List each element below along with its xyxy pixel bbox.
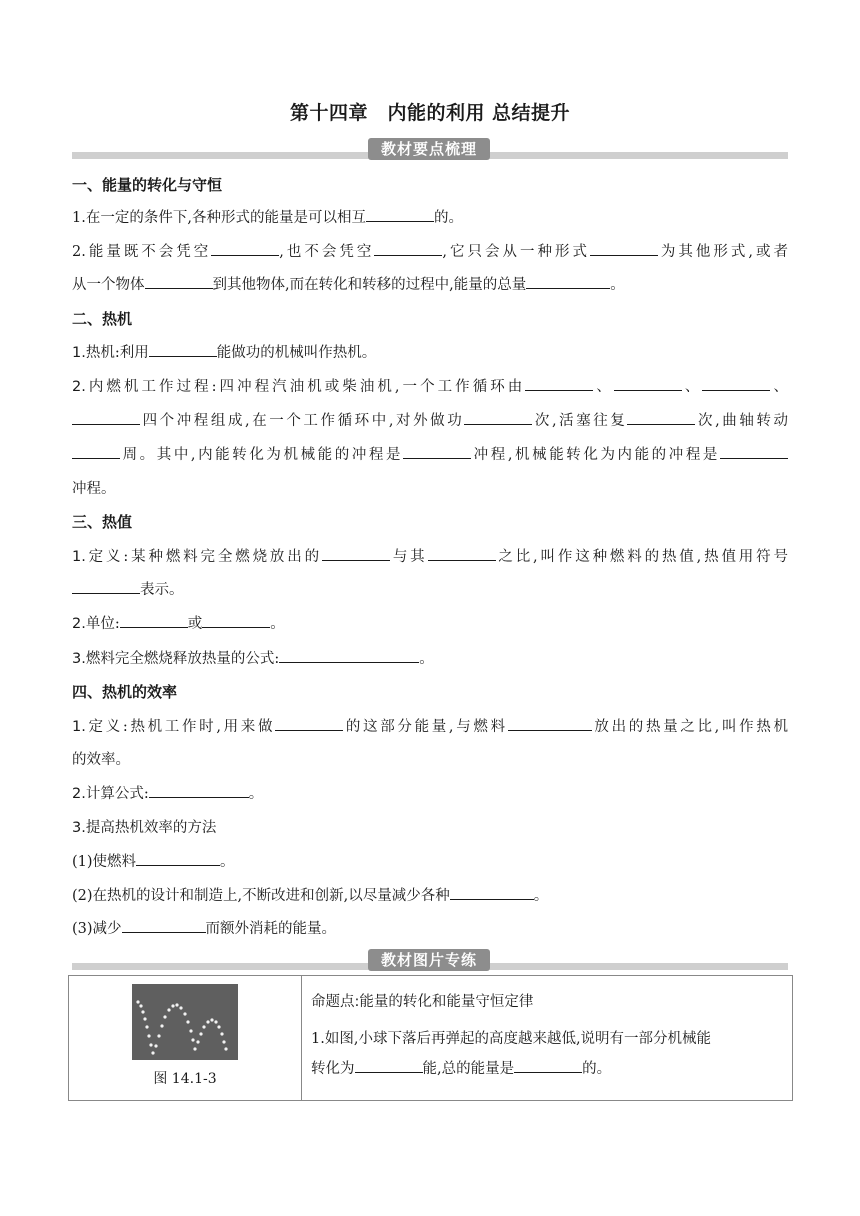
line-17: (1)使燃料 。	[72, 850, 788, 871]
blank	[322, 546, 390, 561]
figure-cell	[69, 976, 302, 1101]
figures-banner	[72, 949, 788, 971]
blank	[275, 716, 343, 731]
blank	[525, 376, 593, 391]
blank	[120, 613, 188, 628]
line-10: 表示。	[72, 578, 788, 599]
blank	[279, 648, 419, 663]
line-8: 冲程。	[72, 481, 116, 497]
figure-table	[68, 975, 793, 1101]
line-9: 1.定义:某种燃料完全燃烧放出的 与其 之比,叫作这种燃料的热值,热值用符号	[72, 545, 788, 566]
page-title: 第十四章 内能的利用 总结提升	[289, 102, 571, 124]
blank	[355, 1058, 423, 1073]
blank	[627, 410, 695, 425]
line-14: 的效率。	[72, 752, 130, 768]
blank	[145, 274, 213, 289]
blank	[366, 207, 434, 222]
summary-banner	[72, 138, 788, 160]
blank	[202, 613, 270, 628]
blank	[211, 241, 279, 256]
blank	[72, 410, 140, 425]
blank	[590, 241, 658, 256]
figure-caption: 图 14.1-3	[153, 1071, 217, 1087]
line-12: 3.燃料完全燃烧释放热量的公式: 。	[72, 647, 788, 668]
blank	[136, 851, 220, 866]
question-line-1: 1.如图,小球下落后再弹起的高度越来越低,说明有一部分机械能	[311, 1031, 712, 1047]
bouncing-ball-photo	[132, 984, 238, 1060]
blank	[702, 376, 770, 391]
banner-tag: 教材图片专练	[368, 949, 490, 971]
line-4: 1.热机:利用 能做功的机械叫作热机。	[72, 341, 788, 362]
question-cell	[302, 976, 793, 1101]
line-19: (3)减少 而额外消耗的能量。	[72, 917, 788, 938]
line-18: (2)在热机的设计和制造上,不断改进和创新,以尽量减少各种 。	[72, 884, 788, 905]
line-16: 3.提高热机效率的方法	[72, 820, 217, 836]
blank	[464, 410, 532, 425]
section-heading-3: 三、热值	[72, 513, 133, 531]
line-13: 1.定义:热机工作时,用来做 的这部分能量,与燃料 放出的热量之比,叫作热机	[72, 715, 788, 736]
line-11: 2.单位: 或 。	[72, 612, 788, 633]
line-2: 2.能量既不会凭空 ,也不会凭空 ,它只会从一种形式 为其他形式,或者	[72, 240, 788, 261]
blank	[149, 783, 249, 798]
line-5: 2.内燃机工作过程:四冲程汽油机或柴油机,一个工作循环由 、 、 、	[72, 375, 788, 396]
blank	[508, 716, 592, 731]
blank	[450, 885, 534, 900]
line-1: 1.在一定的条件下,各种形式的能量是可以相互 的。	[72, 206, 788, 227]
blank	[403, 444, 471, 459]
blank	[428, 546, 496, 561]
blank	[122, 918, 206, 933]
blank	[614, 376, 682, 391]
blank	[526, 274, 610, 289]
section-heading-2: 二、热机	[72, 310, 133, 328]
line-3: 从一个物体 到其他物体,而在转化和转移的过程中,能量的总量 。	[72, 273, 788, 294]
blank	[149, 342, 217, 357]
question-line-2: 转化为 能,总的能量是 的。	[311, 1054, 784, 1084]
section-heading-4: 四、热机的效率	[72, 683, 178, 701]
line-6: 四个冲程组成,在一个工作循环中,对外做功 次,活塞往复 次,曲轴转动	[72, 409, 788, 430]
question-topic: 命题点:能量的转化和能量守恒定律	[311, 994, 534, 1010]
blank	[374, 241, 442, 256]
blank	[72, 444, 120, 459]
section-heading-1: 一、能量的转化与守恒	[72, 176, 223, 194]
line-7: 周。其中,内能转化为机械能的冲程是 冲程,机械能转化为内能的冲程是	[72, 443, 788, 464]
blank	[514, 1058, 582, 1073]
line-15: 2.计算公式: 。	[72, 782, 788, 803]
blank	[72, 579, 140, 594]
blank	[720, 444, 788, 459]
banner-tag: 教材要点梳理	[368, 138, 490, 160]
